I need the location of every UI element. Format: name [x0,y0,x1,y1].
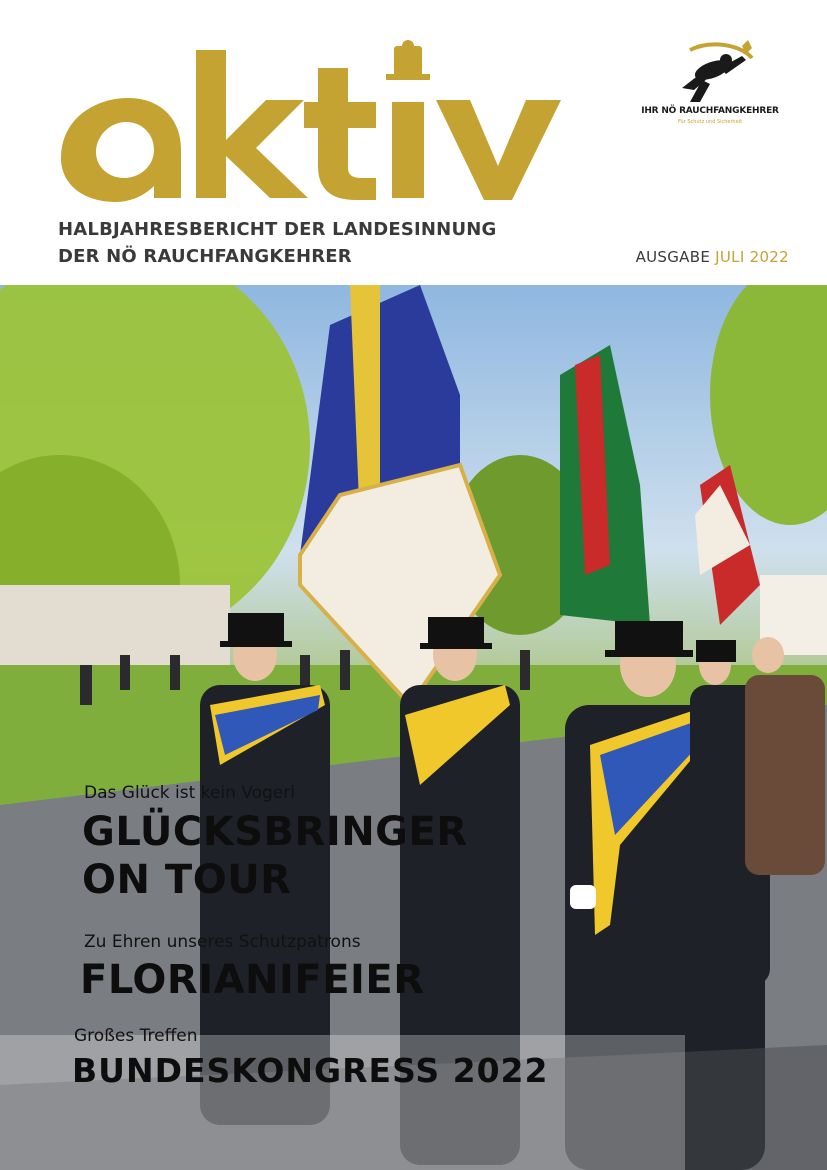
story-1-headline [82,808,468,904]
subtitle [58,216,497,270]
issue-date: JULI 2022 [715,248,789,266]
aktiv-logo-graphic [56,40,566,210]
story-1-headline-line-1: GLÜCKSBRINGER [82,809,468,855]
story-3-headline: BUNDESKONGRESS 2022 [72,1051,549,1090]
subtitle-line-2: DER NÖ RAUCHFANGKEHRER [58,246,352,267]
brand-logo [630,40,790,125]
brand-name: IHR NÖ RAUCHFANGKEHRER [641,106,779,116]
story-1-kicker: Das Glück ist kein Vogerl [84,783,295,803]
chimney-sweep-icon [630,40,790,110]
story-1-headline-line-2: ON TOUR [82,857,292,903]
story-2-headline: FLORIANIFEIER [80,957,425,1003]
issue-info [636,248,789,266]
aktiv-logo [56,40,566,210]
masthead [0,0,827,285]
brand-tagline: Für Schutz und Sicherheit [677,119,743,125]
story-2-kicker: Zu Ehren unseres Schutzpatrons [84,932,361,952]
subtitle-line-1: HALBJAHRESBERICHT DER LANDESINNUNG [58,219,497,240]
issue-label: AUSGABE [635,248,711,266]
story-3-kicker: Großes Treffen [74,1026,198,1046]
